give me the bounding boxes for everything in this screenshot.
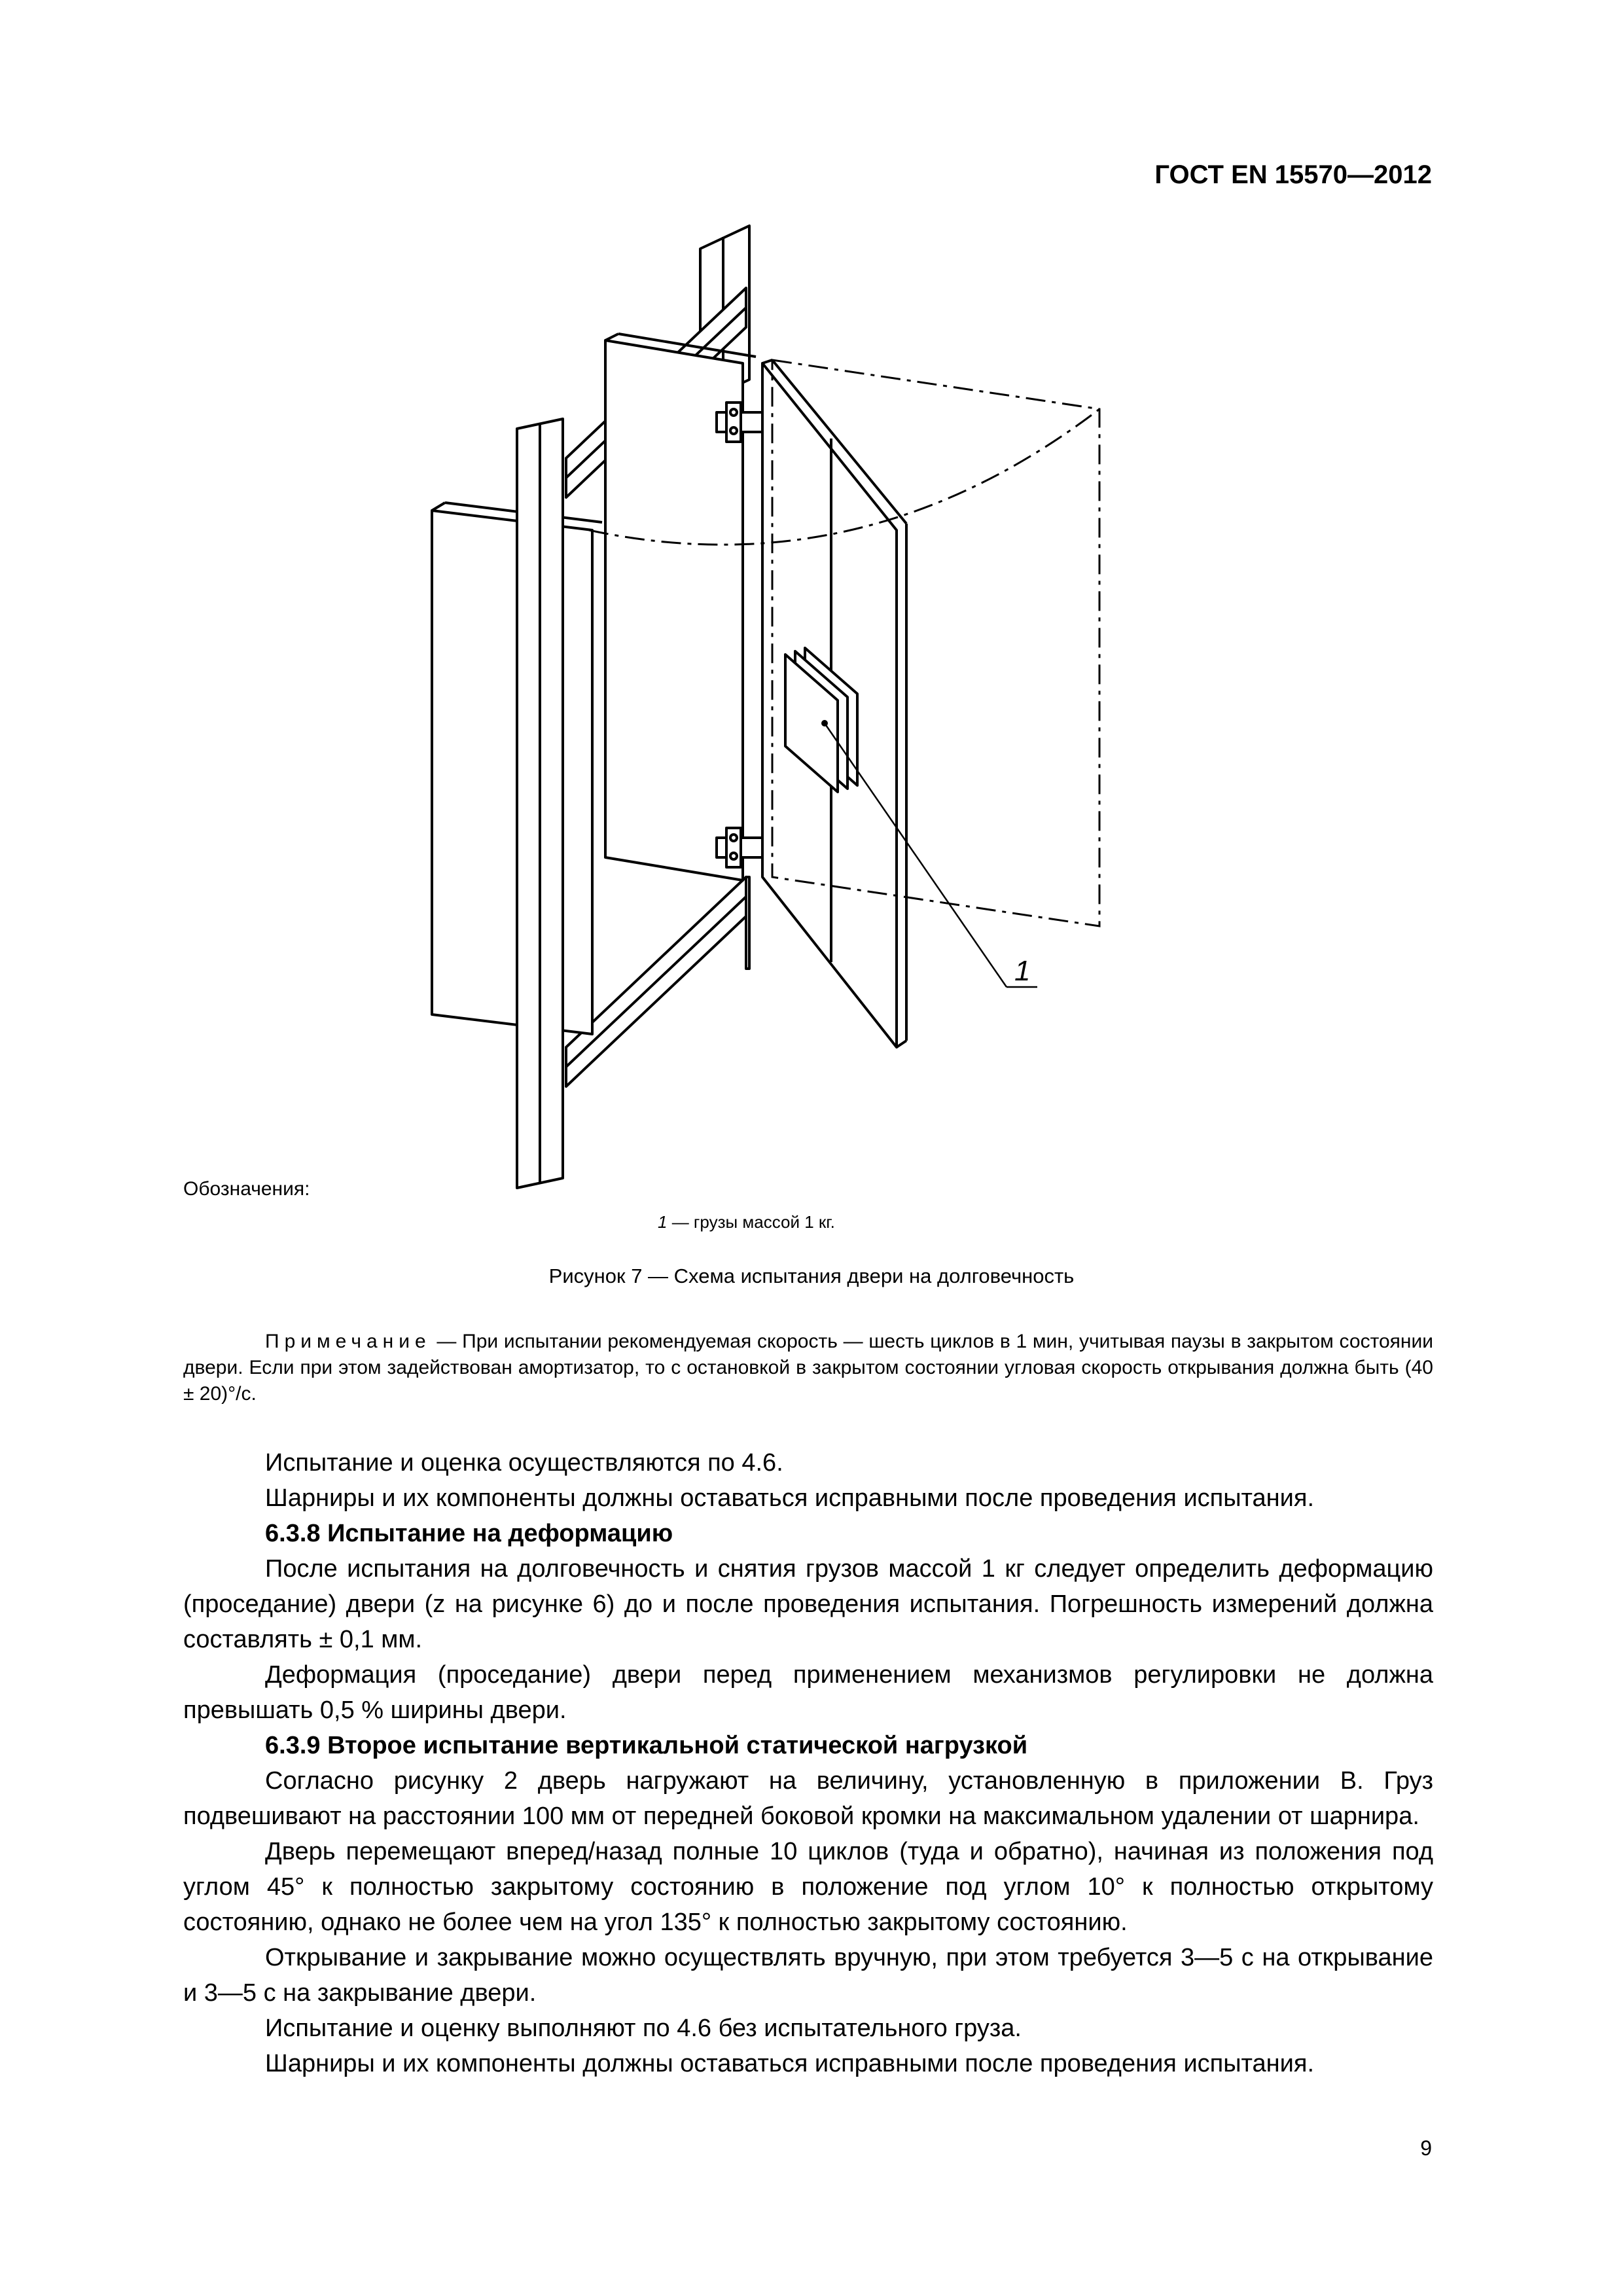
paragraph: Испытание и оценку выполняют по 4.6 без испытательного груза. [265, 2015, 1022, 2042]
callout-number: 1 [1014, 955, 1031, 987]
note-paragraph [183, 1329, 1433, 1407]
section-heading-639: 6.3.9 Второе испытание вертикальной статической нагрузкой [265, 1732, 1028, 1759]
paragraph: Шарниры и их компоненты должны оставаться исправными после проведения испытания. [265, 1484, 1315, 1512]
figure-caption: Рисунок 7 — Схема испытания двери на долговечность [548, 1265, 1075, 1287]
document-header: ГОСТ EN 15570—2012 [1154, 160, 1432, 189]
front-post [517, 419, 563, 1188]
page-number: 9 [1420, 2136, 1432, 2160]
paragraph: Испытание и оценка осуществляются по 4.6. [265, 1449, 783, 1477]
paragraph: Согласно рисунку 2 дверь нагружают на величину, установленную в приложении В. Груз подвешивают на расстоянии 100 мм от передней боковой кромки на максимальном удалении от шарнира. [183, 1767, 1433, 1830]
section-heading-638: 6.3.8 Испытание на деформацию [265, 1520, 673, 1547]
note-text: — При испытании рекомендуемая скорость — шесть циклов в 1 мин, учитывая паузы в закрытом состоянии двери. Если при этом задействован амортизатор, то с остановкой в закрытом состоянии угловая скорость открывания должна быть (40 ± 20)°/с. [183, 1331, 1433, 1405]
note-label: Примечание [265, 1331, 431, 1352]
figure-door-durability-test [406, 223, 1165, 1191]
paragraph: После испытания на долговечность и снятия грузов массой 1 кг следует определить деформацию (проседание) двери (z на рисунке 6) до и после проведения испытания. Погрешность измерений должна составлять ± 0,1 мм. [183, 1555, 1433, 1653]
paragraph: Дверь перемещают вперед/назад полные 10 циклов (туда и обратно), начиная из положения под углом 45° к полностью закрытому состоянию в положение под углом 10° к полностью открытому состоянию, однако не более чем на угол 135° к полностью закрытому состоянию. [183, 1838, 1433, 1936]
door-test-diagram [406, 223, 1165, 1191]
legend-item-number: 1 [658, 1212, 668, 1232]
legend-title: Обозначения: [183, 1178, 310, 1200]
legend-item [658, 1212, 835, 1232]
paragraph: Шарниры и их компоненты должны оставаться исправными после проведения испытания. [265, 2050, 1315, 2077]
body-text [183, 1445, 1433, 2081]
paragraph: Открывание и закрывание можно осуществлять вручную, при этом требуется 3—5 с на открывание и 3—5 с на закрывание двери. [183, 1944, 1433, 2007]
paragraph: Деформация (проседание) двери перед применением механизмов регулировки не должна превышать 0,5 % ширины двери. [183, 1661, 1433, 1724]
legend-item-text: — грузы массой 1 кг. [667, 1212, 835, 1232]
